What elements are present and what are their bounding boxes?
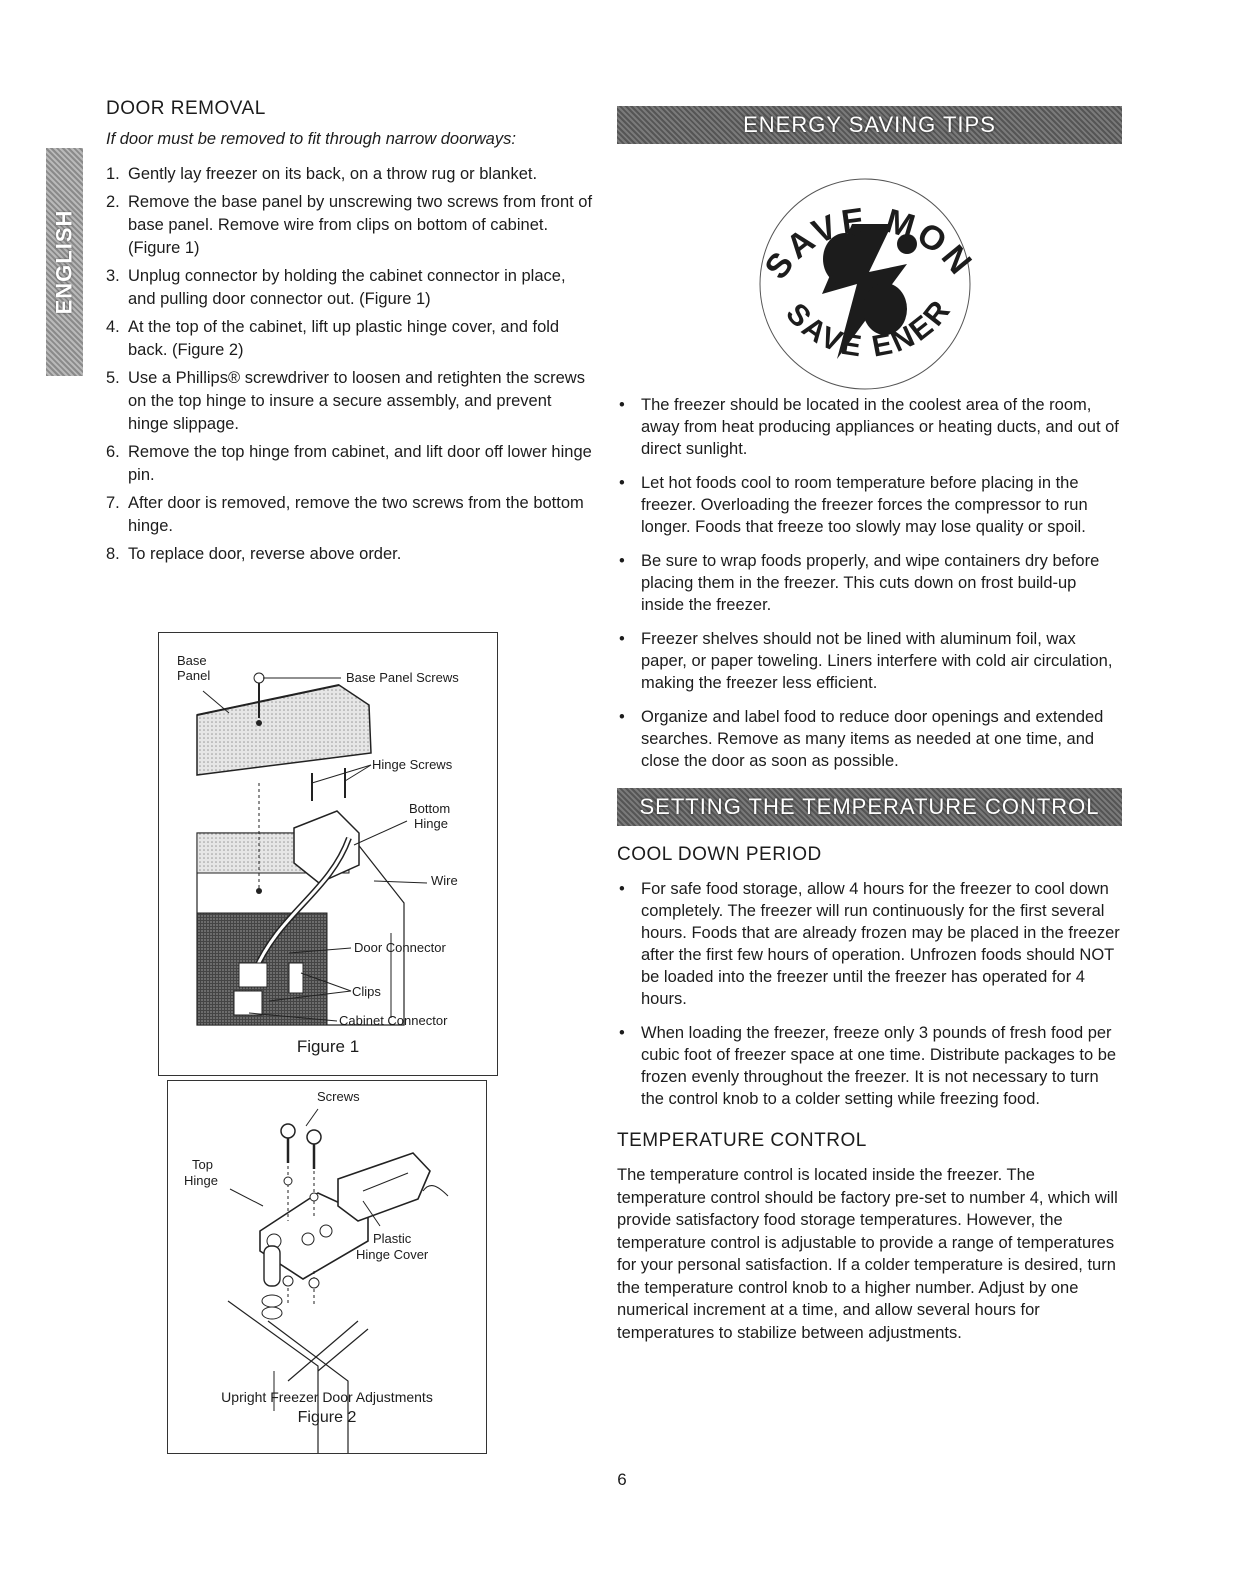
fig2-label-hinge-cover: Hinge Cover	[356, 1247, 429, 1262]
step-item	[106, 265, 596, 311]
energy-tip	[617, 394, 1122, 460]
energy-tip-text: The freezer should be located in the coolest area of the room, away from heat producing appliances or heating ducts, and out of direct sunlight.	[641, 396, 1119, 458]
step-number: 3.	[106, 267, 120, 285]
cool-down-list	[617, 878, 1122, 1110]
step-text: Unplug connector by holding the cabinet connector in place, and pulling door connector out. (Figure 1)	[128, 267, 566, 308]
door-removal-steps	[106, 163, 596, 566]
cool-down-item-text: For safe food storage, allow 4 hours for the freezer to cool down completely. The freezer will run continuously for the first several hours. Foods that are already frozen may be placed in the freezer after the first few hours of operation. Unfrozen foods should NOT be loaded into the freezer until the freezer has operated for 4 hours.	[641, 880, 1120, 1008]
fig1-label-hinge: Hinge	[414, 816, 448, 831]
step-number: 2.	[106, 193, 120, 211]
step-item	[106, 367, 596, 436]
step-number: 8.	[106, 545, 120, 563]
bullet-icon: •	[619, 552, 625, 570]
door-removal-intro: If door must be removed to fit through narrow doorways:	[106, 130, 516, 148]
step-text: After door is removed, remove the two screws from the bottom hinge.	[128, 494, 584, 535]
bullet-icon: •	[619, 474, 625, 492]
temperature-control-text: The temperature control is located inside the freezer. The temperature control should be factory pre-set to number 4, which will provide satisfactory food storage temperatures. However, the temperature control is adjustable to provide a range of temperatures for your personal satisfaction. If a colder temperature is desired, turn the temperature control knob to a higher number. Adjust by one numerical increment at a time, and allow several hours for temperatures to stabilize between adjustments.	[617, 1166, 1118, 1342]
energy-tip	[617, 628, 1122, 694]
figure-2-caption-title: Upright Freezer Door Adjustments	[221, 1389, 433, 1405]
step-text: Use a Phillips® screwdriver to loosen and retighten the screws on the top hinge to insure a secure assembly, and prevent hinge slippage.	[128, 369, 585, 433]
temperature-control-banner-title: SETTING THE TEMPERATURE CONTROL	[639, 794, 1100, 819]
figure-1-caption: Figure 1	[296, 1037, 360, 1056]
cool-down-item	[617, 1022, 1122, 1110]
step-number: 5.	[106, 369, 120, 387]
bullet-icon: •	[619, 708, 625, 726]
figure-2	[167, 1080, 487, 1454]
step-text: At the top of the cabinet, lift up plastic hinge cover, and fold back. (Figure 2)	[128, 318, 560, 359]
cool-down-item-text: When loading the freezer, freeze only 3 pounds of fresh food per cubic foot of freezer space at one time. Distribute packages to be frozen evenly throughout the freezer. It is not necessary to turn the control knob to a colder setting while freezing food.	[641, 1024, 1117, 1108]
step-number: 6.	[106, 443, 120, 461]
fig2-label-hinge: Hinge	[184, 1173, 218, 1188]
language-side-tab	[46, 148, 83, 376]
energy-tip-text: Organize and label food to reduce door openings and extended searches. Remove as many items as needed at one time, and close the door as soon as possible.	[641, 708, 1104, 770]
step-item	[106, 492, 596, 538]
fig1-label-clips: Clips	[352, 984, 381, 999]
logo-text-save-energy: SAVE ENER	[779, 292, 959, 364]
fig1-label-bottom: Bottom	[409, 801, 451, 816]
figure-1-illustration	[159, 633, 497, 1075]
fig2-label-plastic: Plastic	[373, 1231, 412, 1246]
energy-tips-list	[617, 394, 1122, 772]
bullet-icon: •	[619, 880, 625, 898]
energy-tip-text: Freezer shelves should not be lined with aluminum foil, wax paper, or paper toweling. Liners interfere with cold air circulation, making the freezer less efficient.	[641, 630, 1113, 692]
page-number: 6	[617, 1470, 627, 1489]
bullet-icon: •	[619, 396, 625, 414]
step-item	[106, 441, 596, 487]
fig1-label-door-connector: Door Connector	[354, 940, 446, 955]
figure-1	[158, 632, 498, 1076]
step-item	[106, 316, 596, 362]
door-removal-section	[106, 98, 596, 571]
bullet-icon: •	[619, 1024, 625, 1042]
fig2-label-screws: Screws	[317, 1089, 360, 1104]
fig1-label-hinge-screws: Hinge Screws	[372, 757, 453, 772]
energy-tip	[617, 706, 1122, 772]
step-number: 1.	[106, 165, 120, 183]
step-item	[106, 543, 596, 566]
fig1-label-panel: Panel	[177, 668, 211, 683]
energy-tip-text: Let hot foods cool to room temperature before placing in the freezer. Overloading the freezer forces the compressor to run longer. Foods that freeze too slowly may lose quality or spoil.	[641, 474, 1088, 536]
step-text: Remove the base panel by unscrewing two screws from front of base panel. Remove wire from clips on bottom of cabinet. (Figure 1)	[128, 193, 593, 257]
step-text: To replace door, reverse above order.	[128, 545, 402, 563]
step-item	[106, 191, 596, 260]
temperature-control-title: TEMPERATURE CONTROL	[617, 1130, 867, 1151]
save-money-logo-icon	[617, 144, 1122, 394]
right-column	[617, 106, 1122, 1344]
step-number: 4.	[106, 318, 120, 336]
energy-saving-tips-banner	[617, 106, 1122, 144]
fig2-label-top: Top	[192, 1157, 213, 1172]
energy-saving-tips-title: ENERGY SAVING TIPS	[743, 112, 996, 137]
temperature-control-banner	[617, 788, 1122, 826]
cool-down-item	[617, 878, 1122, 1010]
energy-tip	[617, 550, 1122, 616]
fig1-label-wire: Wire	[431, 873, 458, 888]
logo-text-save-money: SAVE MON	[757, 200, 982, 287]
step-text: Gently lay freezer on its back, on a throw rug or blanket.	[128, 165, 538, 183]
fig1-label-base-panel-screws: Base Panel Screws	[346, 670, 459, 685]
step-text: Remove the top hinge from cabinet, and lift door off lower hinge pin.	[128, 443, 592, 484]
energy-tip-text: Be sure to wrap foods properly, and wipe containers dry before placing them in the freezer. This cuts down on frost build-up inside the freezer.	[641, 552, 1100, 614]
fig1-label-base: Base	[177, 653, 207, 668]
step-number: 7.	[106, 494, 120, 512]
step-item	[106, 163, 596, 186]
figure-2-caption: Figure 2	[297, 1409, 357, 1426]
language-label: ENGLISH	[51, 209, 77, 315]
save-money-logo	[617, 144, 1122, 394]
door-removal-title: DOOR REMOVAL	[106, 98, 266, 119]
svg-text:SAVE MONEY	[617, 144, 981, 286]
bullet-icon: •	[619, 630, 625, 648]
cool-down-period-title: COOL DOWN PERIOD	[617, 844, 822, 865]
energy-tip	[617, 472, 1122, 538]
fig1-label-cabinet-connector: Cabinet Connector	[339, 1013, 448, 1028]
